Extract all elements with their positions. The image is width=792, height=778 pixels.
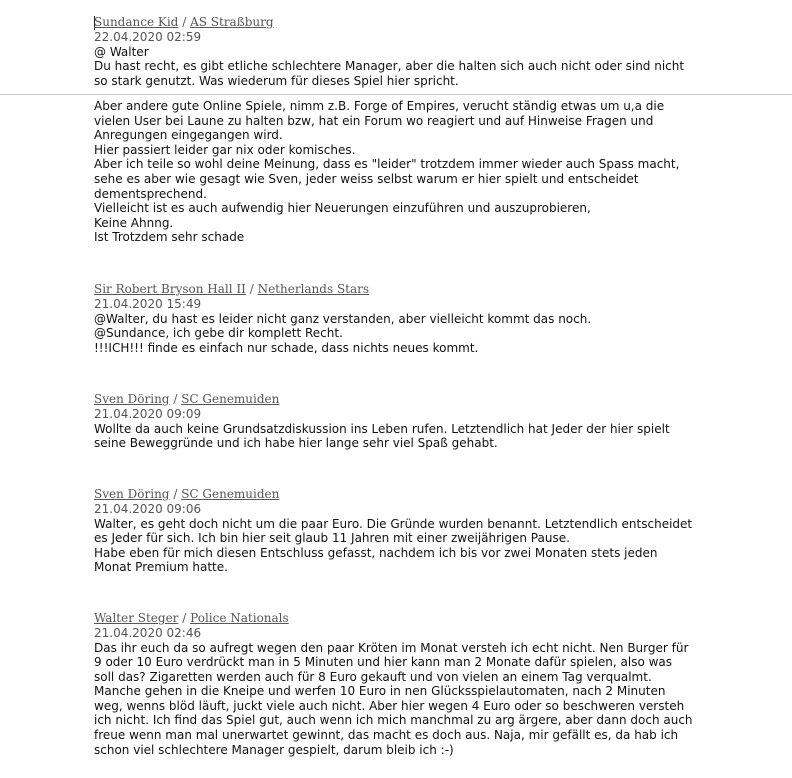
forum-post bbox=[94, 282, 704, 355]
post-line: Keine Ahnng. bbox=[94, 215, 174, 230]
forum-post bbox=[94, 611, 704, 757]
post-header bbox=[94, 392, 704, 407]
forum-post bbox=[94, 392, 704, 451]
post-line: Monat Premium hatte. bbox=[94, 560, 228, 575]
post-header bbox=[94, 15, 704, 30]
separator: / bbox=[249, 282, 254, 296]
forum-post bbox=[94, 15, 704, 88]
post-line: sehe es aber wie gesagt wie Sven, jeder weiss selbst warum er hier spielt und entscheidet bbox=[94, 171, 639, 186]
author-link[interactable]: Walter Steger bbox=[94, 611, 179, 625]
team-link[interactable]: SC Genemuiden bbox=[181, 487, 280, 501]
author-link[interactable]: Sir Robert Bryson Hall II bbox=[94, 282, 246, 296]
post-line: schon viel schlechtere Manager gespielt, darum bleib ich :-) bbox=[94, 742, 454, 757]
post-body bbox=[94, 312, 704, 356]
post-line: Walter, es geht doch nicht um die paar Euro. Die Gründe wurden benannt. Letztendlich entscheidet bbox=[94, 516, 693, 531]
post-line: Hier passiert leider gar nix oder komisches. bbox=[94, 142, 356, 157]
post-line: Manche gehen in die Kneipe und werfen 10 Euro in nen Glücksspielautomaten, nach 2 Minuten bbox=[94, 684, 666, 699]
post-body bbox=[94, 45, 704, 89]
post-header bbox=[94, 487, 704, 502]
author-link[interactable]: Sven Döring bbox=[94, 487, 170, 501]
team-link[interactable]: Police Nationals bbox=[190, 611, 289, 625]
post-date: 21.04.2020 15:49 bbox=[94, 297, 202, 311]
separator: / bbox=[173, 487, 178, 501]
forum-post bbox=[94, 487, 704, 575]
separator: / bbox=[182, 611, 187, 625]
post-line: es Jeder für sich. Ich bin hier seit glaub 11 Jahren mit einer zweijährigen Pause. bbox=[94, 531, 570, 546]
separator: / bbox=[173, 392, 178, 406]
post-date: 22.04.2020 02:59 bbox=[94, 30, 202, 44]
team-link[interactable]: SC Genemuiden bbox=[181, 392, 280, 406]
post-line: Anregungen eingegangen wird. bbox=[94, 128, 283, 143]
post-line: Ist Trotzdem sehr schade bbox=[94, 230, 245, 245]
post-line: Das ihr euch da so aufregt wegen den paar Kröten im Monat versteh ich echt nicht. Nen Burger für bbox=[94, 640, 689, 655]
post-line: Wollte da auch keine Grundsatzdiskussion ins Leben rufen. Letztendlich hat Jeder der hier spielt bbox=[94, 421, 670, 436]
post-line: 9 oder 10 Euro verdrückt man in 5 Minuten und hier kann man 2 Monate dafür spielen, also was bbox=[94, 655, 673, 670]
post-header bbox=[94, 611, 704, 626]
author-link[interactable]: Sven Döring bbox=[94, 392, 170, 406]
post-line: freue wenn man mal unerwartet gewinnt, das macht es doch aus. Naja, mir gefällt es, da hab ich bbox=[94, 728, 679, 743]
post-line: Aber andere gute Online Spiele, nimm z.B. Forge of Empires, verucht ständig etwas um u,a die bbox=[94, 99, 665, 113]
post-header bbox=[94, 282, 704, 297]
post-line: seine Beweggründe und ich habe hier lange sehr viel Spaß gehabt. bbox=[94, 436, 498, 451]
team-link[interactable]: Netherlands Stars bbox=[257, 282, 370, 296]
post-line: Habe eben für mich diesen Entschluss gefasst, nachdem ich bis vor zwei Monaten stets jeden bbox=[94, 545, 658, 560]
post-body bbox=[94, 641, 704, 758]
divider bbox=[0, 94, 792, 95]
post-line: Du hast recht, es gibt etliche schlechtere Manager, aber die halten sich auch nicht oder sind nicht bbox=[94, 59, 685, 74]
post-body bbox=[94, 517, 704, 575]
post-date: 21.04.2020 09:09 bbox=[94, 407, 202, 421]
author-link[interactable]: Sundance Kid bbox=[94, 15, 179, 29]
post-line: !!!ICH!!! finde es einfach nur schade, dass nichts neues kommt. bbox=[94, 340, 479, 355]
post-date: 21.04.2020 09:06 bbox=[94, 502, 202, 516]
post-line: dementsprechend. bbox=[94, 186, 207, 201]
post-line: vielen User bei Laune zu halten bzw, hat ein Forum wo reagiert und auf Hinweise Fragen und bbox=[94, 113, 654, 128]
post-line: soll das? Zigaretten werden auch für 8 Euro gekauft und von vielen an einem Tag verqualmt. bbox=[94, 669, 652, 684]
post-date: 21.04.2020 02:46 bbox=[94, 626, 202, 640]
post-line: @Sundance, ich gebe dir komplett Recht. bbox=[94, 326, 343, 341]
post-line: Aber ich teile so wohl deine Meinung, dass es "leider" trotzdem immer wieder auch Spass macht, bbox=[94, 157, 680, 172]
post-body bbox=[94, 422, 704, 451]
post-line: so stark genutzt. Was wiederum für dieses Spiel hier spricht. bbox=[94, 73, 459, 88]
post-line: Vielleicht ist es auch aufwendig hier Neuerungen einzuführen und auszuprobieren, bbox=[94, 201, 591, 216]
team-link[interactable]: AS Straßburg bbox=[190, 15, 274, 29]
post-line: weg, wenns blöd läuft, juckt viele auch nicht. Aber hier wegen 4 Euro oder so beschweren versteh bbox=[94, 698, 685, 713]
post-line: @ Walter bbox=[94, 44, 149, 59]
post-line: @Walter, du hast es leider nicht ganz verstanden, aber vielleicht kommt das noch. bbox=[94, 311, 592, 326]
post-line: ich nicht. Ich find das Spiel gut, auch wenn ich mich manchmal zu arg ärgere, aber dann doch auch bbox=[94, 713, 693, 728]
separator: / bbox=[182, 15, 187, 29]
post-body-continuation bbox=[94, 99, 704, 245]
